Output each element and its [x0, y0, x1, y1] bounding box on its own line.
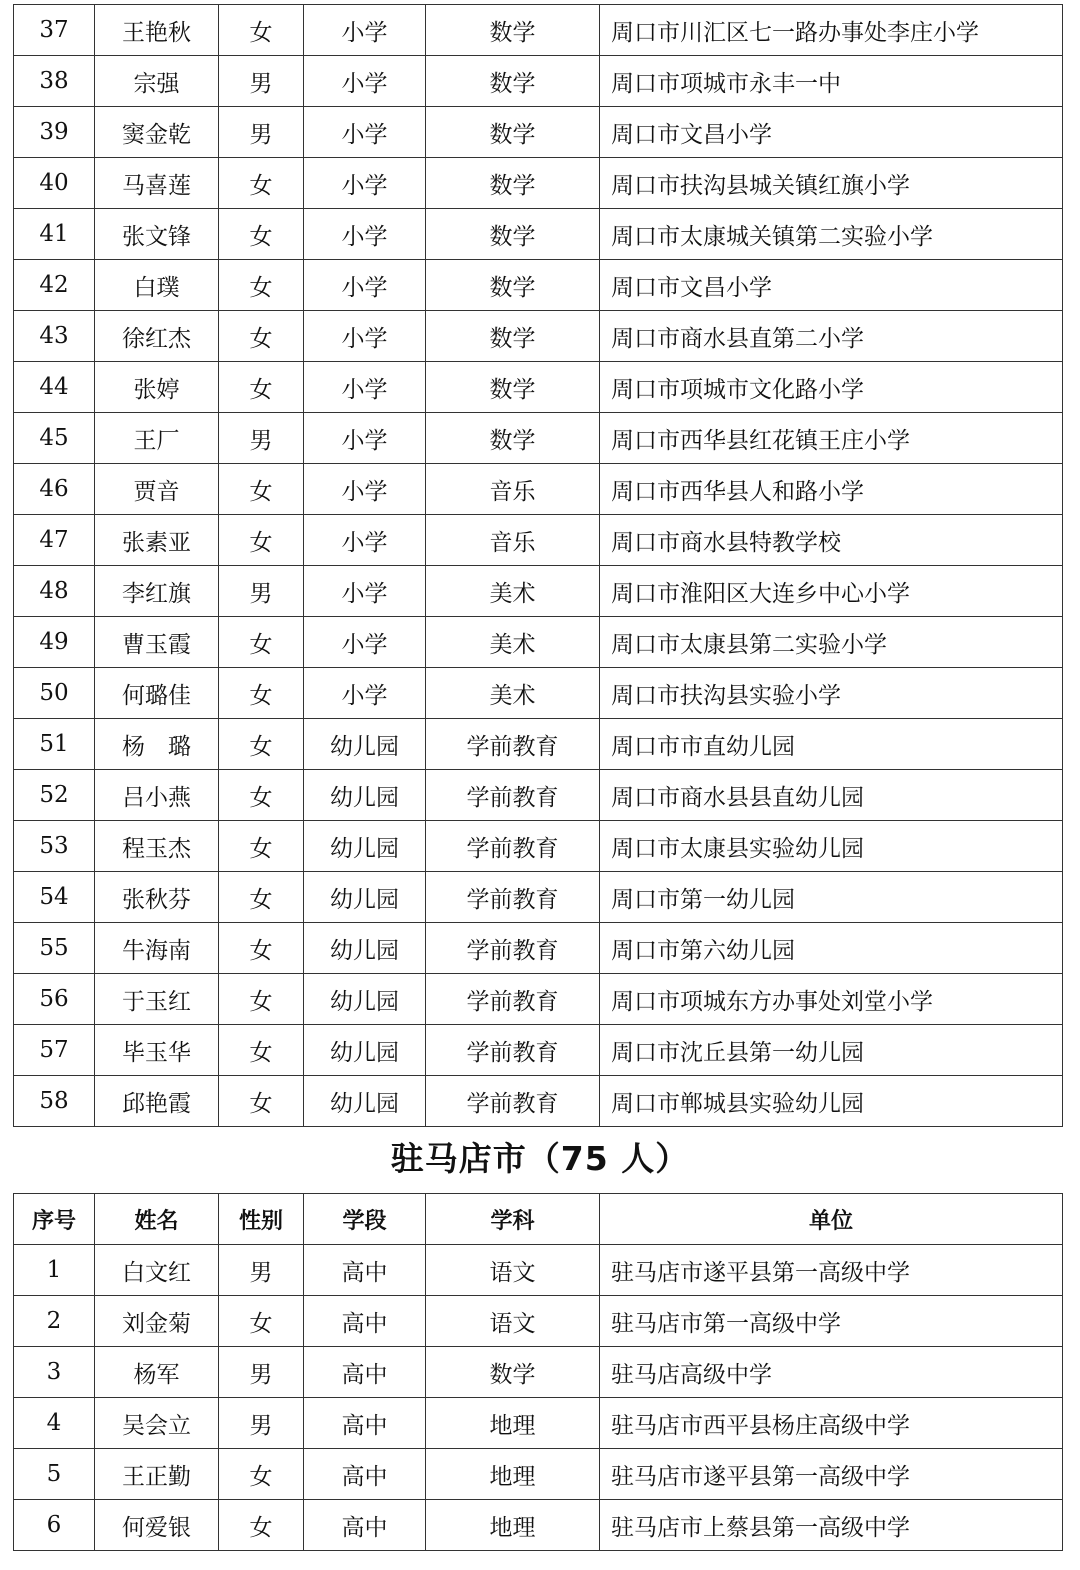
cell-gender: 女	[219, 1025, 304, 1076]
cell-level: 小学	[304, 413, 426, 464]
table-row	[14, 413, 1063, 464]
cell-no: 44	[14, 362, 95, 413]
cell-subject: 美术	[426, 668, 600, 719]
cell-level: 小学	[304, 464, 426, 515]
cell-level: 高中	[304, 1449, 426, 1500]
cell-name: 杨 璐	[95, 719, 219, 770]
cell-level: 小学	[304, 566, 426, 617]
cell-no: 1	[14, 1245, 95, 1296]
cell-gender: 女	[219, 872, 304, 923]
cell-name: 牛海南	[95, 923, 219, 974]
cell-gender: 女	[219, 362, 304, 413]
cell-level: 幼儿园	[304, 719, 426, 770]
table-row	[14, 515, 1063, 566]
cell-level: 高中	[304, 1398, 426, 1449]
header-subject: 学科	[426, 1194, 600, 1245]
table-row	[14, 107, 1063, 158]
cell-no: 48	[14, 566, 95, 617]
cell-level: 小学	[304, 362, 426, 413]
table-row	[14, 1500, 1063, 1551]
table-row	[14, 617, 1063, 668]
cell-unit: 周口市西华县人和路小学	[600, 464, 1063, 515]
cell-subject: 美术	[426, 617, 600, 668]
cell-subject: 学前教育	[426, 821, 600, 872]
table-row	[14, 1398, 1063, 1449]
cell-gender: 女	[219, 515, 304, 566]
cell-no: 57	[14, 1025, 95, 1076]
cell-name: 白璞	[95, 260, 219, 311]
cell-level: 小学	[304, 107, 426, 158]
cell-name: 张素亚	[95, 515, 219, 566]
cell-name: 吴会立	[95, 1398, 219, 1449]
cell-no: 43	[14, 311, 95, 362]
section-title-zhumadian: 驻马店市（75 人）	[390, 1139, 690, 1178]
cell-name: 程玉杰	[95, 821, 219, 872]
table-row	[14, 1296, 1063, 1347]
cell-gender: 女	[219, 209, 304, 260]
cell-level: 小学	[304, 5, 426, 56]
cell-unit: 周口市西华县红花镇王庄小学	[600, 413, 1063, 464]
cell-gender: 男	[219, 56, 304, 107]
cell-level: 小学	[304, 158, 426, 209]
cell-gender: 男	[219, 1398, 304, 1449]
table-row	[14, 1076, 1063, 1127]
table-row	[14, 719, 1063, 770]
cell-level: 幼儿园	[304, 974, 426, 1025]
cell-no: 2	[14, 1296, 95, 1347]
cell-no: 47	[14, 515, 95, 566]
cell-name: 刘金菊	[95, 1296, 219, 1347]
cell-no: 51	[14, 719, 95, 770]
cell-no: 5	[14, 1449, 95, 1500]
cell-name: 王正勤	[95, 1449, 219, 1500]
cell-gender: 男	[219, 107, 304, 158]
cell-name: 曹玉霞	[95, 617, 219, 668]
cell-level: 高中	[304, 1245, 426, 1296]
cell-gender: 男	[219, 1245, 304, 1296]
cell-subject: 地理	[426, 1449, 600, 1500]
cell-level: 幼儿园	[304, 821, 426, 872]
cell-gender: 女	[219, 1076, 304, 1127]
cell-no: 49	[14, 617, 95, 668]
cell-unit: 周口市太康城关镇第二实验小学	[600, 209, 1063, 260]
cell-subject: 语文	[426, 1296, 600, 1347]
zhumadian-roster-table	[13, 1193, 1063, 1551]
cell-gender: 女	[219, 974, 304, 1025]
cell-unit: 周口市商水县县直幼儿园	[600, 770, 1063, 821]
cell-gender: 男	[219, 1347, 304, 1398]
cell-name: 李红旗	[95, 566, 219, 617]
cell-unit: 周口市扶沟县实验小学	[600, 668, 1063, 719]
cell-unit: 驻马店市第一高级中学	[600, 1296, 1063, 1347]
table-row	[14, 1245, 1063, 1296]
cell-unit: 周口市项城东方办事处刘堂小学	[600, 974, 1063, 1025]
cell-name: 杨军	[95, 1347, 219, 1398]
table-row	[14, 260, 1063, 311]
cell-name: 邱艳霞	[95, 1076, 219, 1127]
table-row	[14, 566, 1063, 617]
zhoukou-table-body	[14, 5, 1063, 1127]
cell-name: 何璐佳	[95, 668, 219, 719]
cell-name: 贾音	[95, 464, 219, 515]
table-row	[14, 209, 1063, 260]
cell-level: 小学	[304, 617, 426, 668]
cell-gender: 女	[219, 923, 304, 974]
cell-level: 幼儿园	[304, 923, 426, 974]
cell-unit: 周口市商水县特教学校	[600, 515, 1063, 566]
table-row	[14, 821, 1063, 872]
cell-gender: 女	[219, 668, 304, 719]
cell-gender: 女	[219, 5, 304, 56]
cell-no: 38	[14, 56, 95, 107]
cell-unit: 驻马店市上蔡县第一高级中学	[600, 1500, 1063, 1551]
cell-name: 张婷	[95, 362, 219, 413]
cell-no: 6	[14, 1500, 95, 1551]
cell-level: 幼儿园	[304, 1025, 426, 1076]
cell-name: 马喜莲	[95, 158, 219, 209]
cell-level: 高中	[304, 1347, 426, 1398]
cell-subject: 数学	[426, 5, 600, 56]
cell-unit: 周口市郸城县实验幼儿园	[600, 1076, 1063, 1127]
cell-no: 52	[14, 770, 95, 821]
cell-subject: 美术	[426, 566, 600, 617]
cell-subject: 数学	[426, 158, 600, 209]
table-row	[14, 668, 1063, 719]
cell-gender: 女	[219, 1500, 304, 1551]
cell-gender: 女	[219, 1449, 304, 1500]
cell-name: 白文红	[95, 1245, 219, 1296]
cell-gender: 女	[219, 617, 304, 668]
cell-subject: 数学	[426, 260, 600, 311]
cell-subject: 数学	[426, 413, 600, 464]
cell-name: 张文锋	[95, 209, 219, 260]
cell-level: 小学	[304, 56, 426, 107]
cell-level: 小学	[304, 311, 426, 362]
header-gender: 性别	[219, 1194, 304, 1245]
cell-unit: 周口市淮阳区大连乡中心小学	[600, 566, 1063, 617]
cell-subject: 学前教育	[426, 1076, 600, 1127]
cell-no: 50	[14, 668, 95, 719]
table-row	[14, 158, 1063, 209]
cell-name: 何爱银	[95, 1500, 219, 1551]
table-row	[14, 974, 1063, 1025]
cell-no: 3	[14, 1347, 95, 1398]
zhumadian-table-body	[14, 1245, 1063, 1551]
table-row	[14, 1025, 1063, 1076]
cell-subject: 数学	[426, 107, 600, 158]
cell-no: 55	[14, 923, 95, 974]
cell-unit: 驻马店高级中学	[600, 1347, 1063, 1398]
cell-no: 41	[14, 209, 95, 260]
header-unit: 单位	[600, 1194, 1063, 1245]
cell-level: 小学	[304, 209, 426, 260]
cell-no: 56	[14, 974, 95, 1025]
cell-subject: 学前教育	[426, 770, 600, 821]
header-level: 学段	[304, 1194, 426, 1245]
cell-level: 高中	[304, 1296, 426, 1347]
table-row	[14, 56, 1063, 107]
cell-subject: 学前教育	[426, 1025, 600, 1076]
cell-gender: 女	[219, 260, 304, 311]
cell-unit: 周口市太康县实验幼儿园	[600, 821, 1063, 872]
cell-unit: 周口市文昌小学	[600, 260, 1063, 311]
cell-unit: 周口市第一幼儿园	[600, 872, 1063, 923]
cell-subject: 数学	[426, 311, 600, 362]
cell-unit: 周口市川汇区七一路办事处李庄小学	[600, 5, 1063, 56]
cell-subject: 数学	[426, 209, 600, 260]
cell-subject: 数学	[426, 362, 600, 413]
cell-unit: 周口市扶沟县城关镇红旗小学	[600, 158, 1063, 209]
table-row	[14, 362, 1063, 413]
cell-no: 37	[14, 5, 95, 56]
cell-subject: 学前教育	[426, 923, 600, 974]
cell-level: 小学	[304, 515, 426, 566]
cell-subject: 学前教育	[426, 719, 600, 770]
cell-level: 幼儿园	[304, 872, 426, 923]
cell-name: 毕玉华	[95, 1025, 219, 1076]
cell-name: 吕小燕	[95, 770, 219, 821]
table-row	[14, 923, 1063, 974]
table-row	[14, 5, 1063, 56]
cell-unit: 驻马店市西平县杨庄高级中学	[600, 1398, 1063, 1449]
table-row	[14, 770, 1063, 821]
cell-unit: 周口市市直幼儿园	[600, 719, 1063, 770]
cell-subject: 语文	[426, 1245, 600, 1296]
cell-no: 53	[14, 821, 95, 872]
cell-subject: 学前教育	[426, 872, 600, 923]
cell-subject: 数学	[426, 56, 600, 107]
cell-unit: 周口市第六幼儿园	[600, 923, 1063, 974]
table-row	[14, 311, 1063, 362]
cell-gender: 女	[219, 311, 304, 362]
cell-gender: 女	[219, 1296, 304, 1347]
cell-level: 幼儿园	[304, 1076, 426, 1127]
cell-subject: 数学	[426, 1347, 600, 1398]
cell-unit: 驻马店市遂平县第一高级中学	[600, 1245, 1063, 1296]
cell-subject: 音乐	[426, 464, 600, 515]
header-name: 姓名	[95, 1194, 219, 1245]
cell-level: 小学	[304, 668, 426, 719]
cell-unit: 周口市项城市文化路小学	[600, 362, 1063, 413]
cell-no: 39	[14, 107, 95, 158]
cell-name: 徐红杰	[95, 311, 219, 362]
table-row	[14, 872, 1063, 923]
cell-subject: 地理	[426, 1398, 600, 1449]
cell-name: 王艳秋	[95, 5, 219, 56]
cell-unit: 周口市商水县直第二小学	[600, 311, 1063, 362]
cell-name: 窦金乾	[95, 107, 219, 158]
cell-name: 于玉红	[95, 974, 219, 1025]
header-no: 序号	[14, 1194, 95, 1245]
cell-subject: 学前教育	[426, 974, 600, 1025]
cell-no: 4	[14, 1398, 95, 1449]
cell-subject: 地理	[426, 1500, 600, 1551]
cell-name: 王厂	[95, 413, 219, 464]
table-row	[14, 464, 1063, 515]
cell-no: 42	[14, 260, 95, 311]
cell-name: 张秋芬	[95, 872, 219, 923]
cell-unit: 驻马店市遂平县第一高级中学	[600, 1449, 1063, 1500]
table-row	[14, 1347, 1063, 1398]
cell-no: 45	[14, 413, 95, 464]
zhoukou-roster-table	[13, 4, 1063, 1127]
cell-no: 54	[14, 872, 95, 923]
cell-unit: 周口市太康县第二实验小学	[600, 617, 1063, 668]
cell-level: 高中	[304, 1500, 426, 1551]
cell-unit: 周口市文昌小学	[600, 107, 1063, 158]
cell-unit: 周口市项城市永丰一中	[600, 56, 1063, 107]
cell-gender: 男	[219, 413, 304, 464]
cell-level: 小学	[304, 260, 426, 311]
cell-no: 46	[14, 464, 95, 515]
cell-gender: 男	[219, 566, 304, 617]
cell-gender: 女	[219, 719, 304, 770]
cell-no: 40	[14, 158, 95, 209]
cell-unit: 周口市沈丘县第一幼儿园	[600, 1025, 1063, 1076]
table-row	[14, 1449, 1063, 1500]
cell-level: 幼儿园	[304, 770, 426, 821]
cell-gender: 女	[219, 464, 304, 515]
cell-gender: 女	[219, 770, 304, 821]
cell-gender: 女	[219, 821, 304, 872]
cell-no: 58	[14, 1076, 95, 1127]
cell-subject: 音乐	[426, 515, 600, 566]
cell-name: 宗强	[95, 56, 219, 107]
cell-gender: 女	[219, 158, 304, 209]
table-header-row	[14, 1194, 1063, 1245]
